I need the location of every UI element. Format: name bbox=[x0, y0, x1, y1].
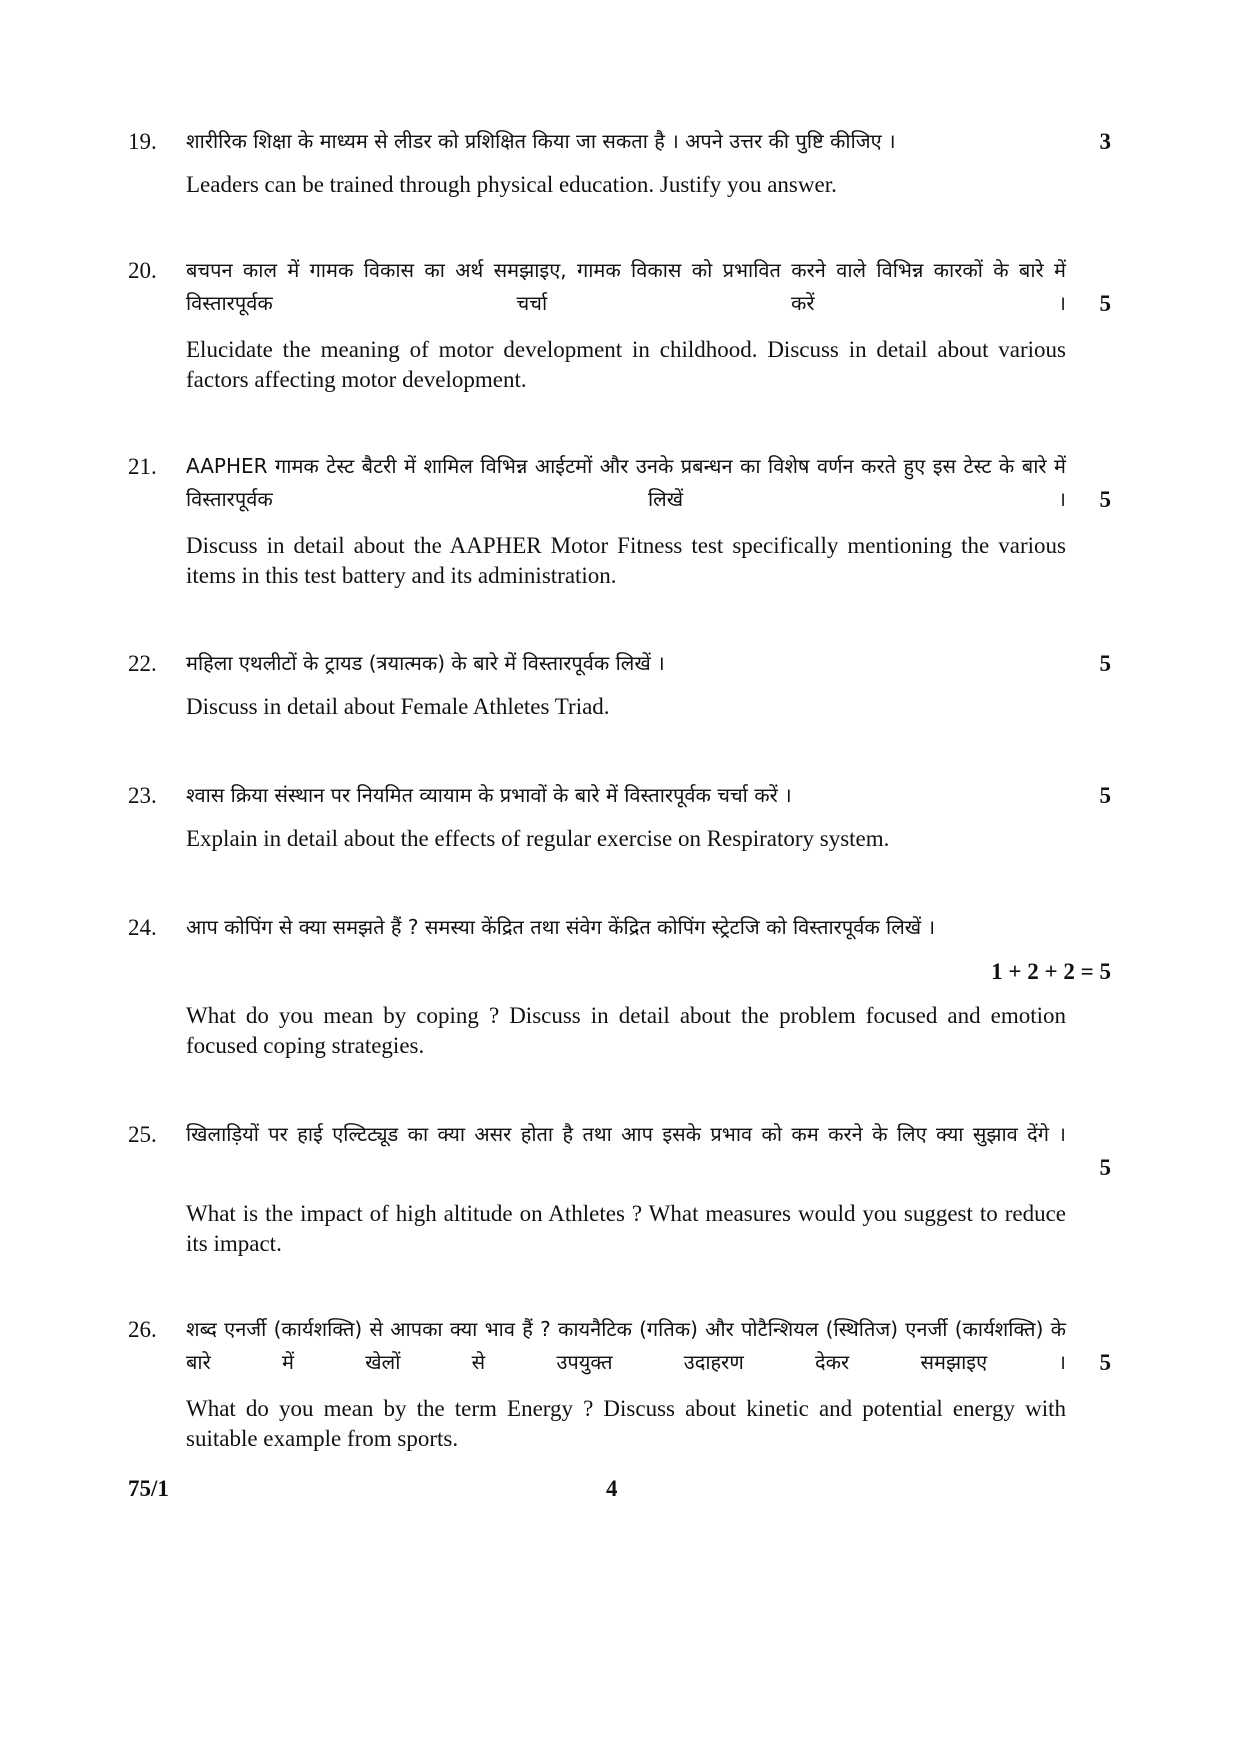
question-marks: 5 bbox=[1099, 291, 1111, 316]
question-marks: 5 bbox=[1099, 487, 1111, 512]
question-hindi-text: AAPHER गामक टेस्ट बैटरी में शामिल विभिन्न आईटमों और उनके प्रबन्धन का विशेष वर्णन करते हुए इस टेस्ट के बारे में विस्तारपूर्वक लिखें । bbox=[186, 454, 1066, 511]
question-english-text: What do you mean by the term Energy ? Discuss about kinetic and potential energy with suitable example from sports. bbox=[186, 1396, 1066, 1451]
question-hindi-text: आप कोपिंग से क्या समझते हैं ? समस्या केंद्रित तथा संवेग केंद्रित कोपिंग स्ट्रेटजि को विस्तारपूर्वक लिखें । bbox=[186, 915, 936, 939]
question-hindi-text: खिलाड़ियों पर हाई एल्टिट्यूड का क्या असर होता है तथा आप इसके प्रभाव को कम करने के लिए क्या सुझाव देंगे । bbox=[186, 1122, 1066, 1146]
question-hindi-text: महिला एथलीटों के ट्रायड (त्रयात्मक) के बारे में विस्तारपूर्वक लिखें । bbox=[186, 651, 665, 675]
question-hindi-text: शारीरिक शिक्षा के माध्यम से लीडर को प्रशिक्षित किया जा सकता है । अपने उत्तर की पुष्टि कीजिए । bbox=[186, 129, 896, 153]
question-number: 24. bbox=[128, 915, 157, 940]
question-marks: 5 bbox=[1099, 651, 1111, 676]
question-english-text: What do you mean by coping ? Discuss in detail about the problem focused and emotion focused coping strategies. bbox=[186, 1003, 1066, 1058]
question-marks: 1 + 2 + 2 = 5 bbox=[991, 959, 1111, 984]
question-english-text: Elucidate the meaning of motor development in childhood. Discuss in detail about various factors affecting motor development. bbox=[186, 337, 1066, 392]
question-hindi-text: बचपन काल में गामक विकास का अर्थ समझाइए, गामक विकास को प्रभावित करने वाले विभिन्न कारकों के बारे में विस्तारपूर्वक चर्चा करें । bbox=[186, 258, 1066, 315]
question-english-text: What is the impact of high altitude on Athletes ? What measures would you suggest to reduce its impact. bbox=[186, 1201, 1066, 1256]
question-number: 21. bbox=[128, 454, 157, 479]
question-marks: 5 bbox=[1099, 1155, 1111, 1180]
page-number: 4 bbox=[606, 1476, 618, 1501]
question-marks: 5 bbox=[1099, 1350, 1111, 1375]
question-hindi-text: श्वास क्रिया संस्थान पर नियमित व्यायाम के प्रभावों के बारे में विस्तारपूर्वक चर्चा करें । bbox=[186, 783, 792, 807]
question-number: 26. bbox=[128, 1317, 157, 1342]
question-number: 19. bbox=[128, 129, 157, 154]
question-number: 25. bbox=[128, 1122, 157, 1147]
question-hindi-text: शब्द एनर्जी (कार्यशक्ति) से आपका क्या भाव हैं ? कायनैटिक (गतिक) और पोटैन्शियल (स्थितिज) एनर्जी (कार्यशक्ति) के बारे में खेलों से उपयुक्त उदाहरण देकर समझाइए । bbox=[186, 1317, 1066, 1374]
paper-code: 75/1 bbox=[128, 1476, 169, 1501]
question-english-text: Discuss in detail about Female Athletes Triad. bbox=[186, 694, 610, 719]
question-english-text: Explain in detail about the effects of regular exercise on Respiratory system. bbox=[186, 826, 890, 851]
question-number: 23. bbox=[128, 783, 157, 808]
question-number: 22. bbox=[128, 651, 157, 676]
question-number: 20. bbox=[128, 258, 157, 283]
question-marks: 5 bbox=[1099, 783, 1111, 808]
question-english-text: Leaders can be trained through physical education. Justify you answer. bbox=[186, 172, 837, 197]
question-marks: 3 bbox=[1099, 129, 1111, 154]
question-english-text: Discuss in detail about the AAPHER Motor Fitness test specifically mentioning the various items in this test battery and its administration. bbox=[186, 533, 1066, 588]
